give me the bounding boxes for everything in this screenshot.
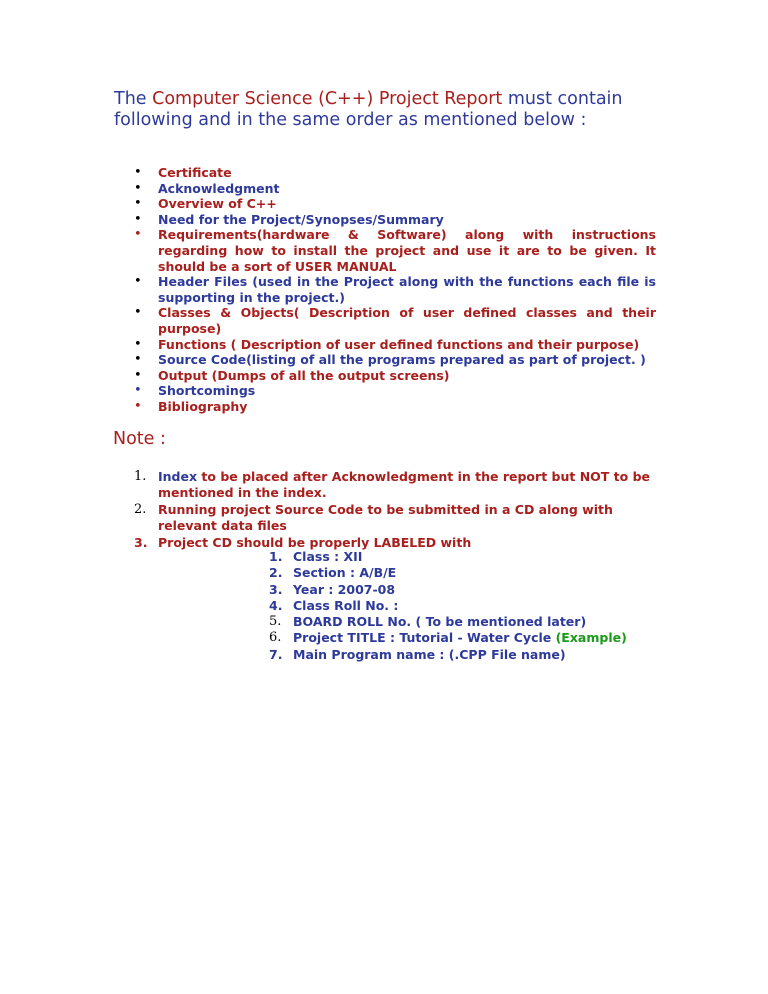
list-item-lead: Index xyxy=(158,469,198,484)
list-number: 6. xyxy=(269,630,282,646)
list-item-text: Functions ( Description of user defined functions and their purpose) xyxy=(158,336,640,352)
report-heading xyxy=(114,89,674,131)
list-item-text: Project CD should be properly LABELED with xyxy=(158,535,472,550)
list-item-text: Class : XII xyxy=(293,549,363,564)
example-tag: (Example) xyxy=(555,630,627,646)
list-item xyxy=(269,598,627,614)
list-item-text: Running project Source Code to be submitted in a CD along with relevant data files xyxy=(158,502,613,533)
list-number: 3. xyxy=(269,581,283,597)
heading-intro: The xyxy=(114,89,153,109)
list-item-text: Class Roll No. : xyxy=(293,597,399,613)
list-item-text: Section : A/B/E xyxy=(293,565,397,581)
list-item-text: Output (Dumps of all the output screens) xyxy=(158,367,450,383)
note-heading: Note : xyxy=(113,429,166,449)
list-item xyxy=(134,399,656,415)
list-item-text: Overview of C++ xyxy=(158,196,277,212)
list-item xyxy=(269,630,627,646)
bullet-icon: • xyxy=(134,336,142,352)
list-item-text: Project TITLE : Tutorial - Water Cycle xyxy=(293,630,556,646)
list-item-text: Header Files (used in the Project along with the functions each file is supporting in the project.) xyxy=(158,274,656,305)
list-number: 1. xyxy=(134,469,147,484)
bullet-icon: • xyxy=(134,383,142,399)
bullet-icon: • xyxy=(134,367,142,383)
list-item-text: Source Code(listing of all the programs prepared as part of project. ) xyxy=(158,352,646,368)
list-item-text: Year : 2007-08 xyxy=(293,581,396,597)
list-item xyxy=(269,614,627,630)
contents-list xyxy=(134,165,656,415)
list-number: 2. xyxy=(134,502,147,517)
bullet-icon: • xyxy=(134,196,142,212)
list-item-text: Acknowledgment xyxy=(158,180,280,196)
list-item xyxy=(134,502,654,534)
list-item-text: Main Program name : (.CPP File name) xyxy=(293,646,566,662)
list-item xyxy=(134,274,656,305)
bullet-icon: • xyxy=(134,274,142,290)
list-number: 7. xyxy=(269,646,283,662)
list-number: 1. xyxy=(269,549,283,564)
list-number: 2. xyxy=(269,565,283,581)
list-number: 3. xyxy=(134,535,148,550)
list-item xyxy=(134,352,656,368)
list-item-text: Need for the Project/Synopses/Summary xyxy=(158,211,444,227)
bullet-icon: • xyxy=(134,227,142,243)
bullet-icon: • xyxy=(134,180,142,196)
heading-highlight: Computer Science (C++) Project Report xyxy=(152,89,503,109)
list-number: 5. xyxy=(269,614,282,630)
list-item xyxy=(134,227,656,274)
heading-rest: must contain following and in the same order as mentioned below : xyxy=(114,89,623,130)
bullet-icon: • xyxy=(134,211,142,227)
list-item-text: BOARD ROLL No. ( To be mentioned later) xyxy=(293,614,587,630)
list-item xyxy=(134,368,656,384)
list-item xyxy=(269,565,627,581)
list-item xyxy=(134,181,656,197)
list-item-text: Requirements(hardware & Software) along with instructions regarding how to install the project and use it are to be given. It should be a sort of USER MANUAL xyxy=(158,227,656,274)
list-item-text: Classes & Objects( Description of user defined classes and their purpose) xyxy=(158,305,656,336)
note-list xyxy=(134,469,654,552)
label-fields-list xyxy=(269,549,627,663)
list-item xyxy=(269,647,627,663)
list-item xyxy=(269,582,627,598)
list-item xyxy=(134,383,656,399)
list-number: 4. xyxy=(269,597,283,613)
list-item xyxy=(134,212,656,228)
list-item xyxy=(134,165,656,181)
bullet-icon: • xyxy=(134,165,142,180)
bullet-icon: • xyxy=(134,398,142,414)
list-item xyxy=(134,469,654,501)
bullet-icon: • xyxy=(134,352,142,368)
list-item xyxy=(134,305,656,336)
bullet-icon: • xyxy=(134,305,142,321)
list-item xyxy=(269,549,627,565)
list-item xyxy=(134,337,656,353)
list-item-text: Bibliography xyxy=(158,398,248,414)
list-item-text: to be placed after Acknowledgment in the report but NOT to be mentioned in the index. xyxy=(158,469,650,500)
list-item-text: Shortcomings xyxy=(158,383,256,399)
list-item xyxy=(134,196,656,212)
list-item-text: Certificate xyxy=(158,165,232,180)
